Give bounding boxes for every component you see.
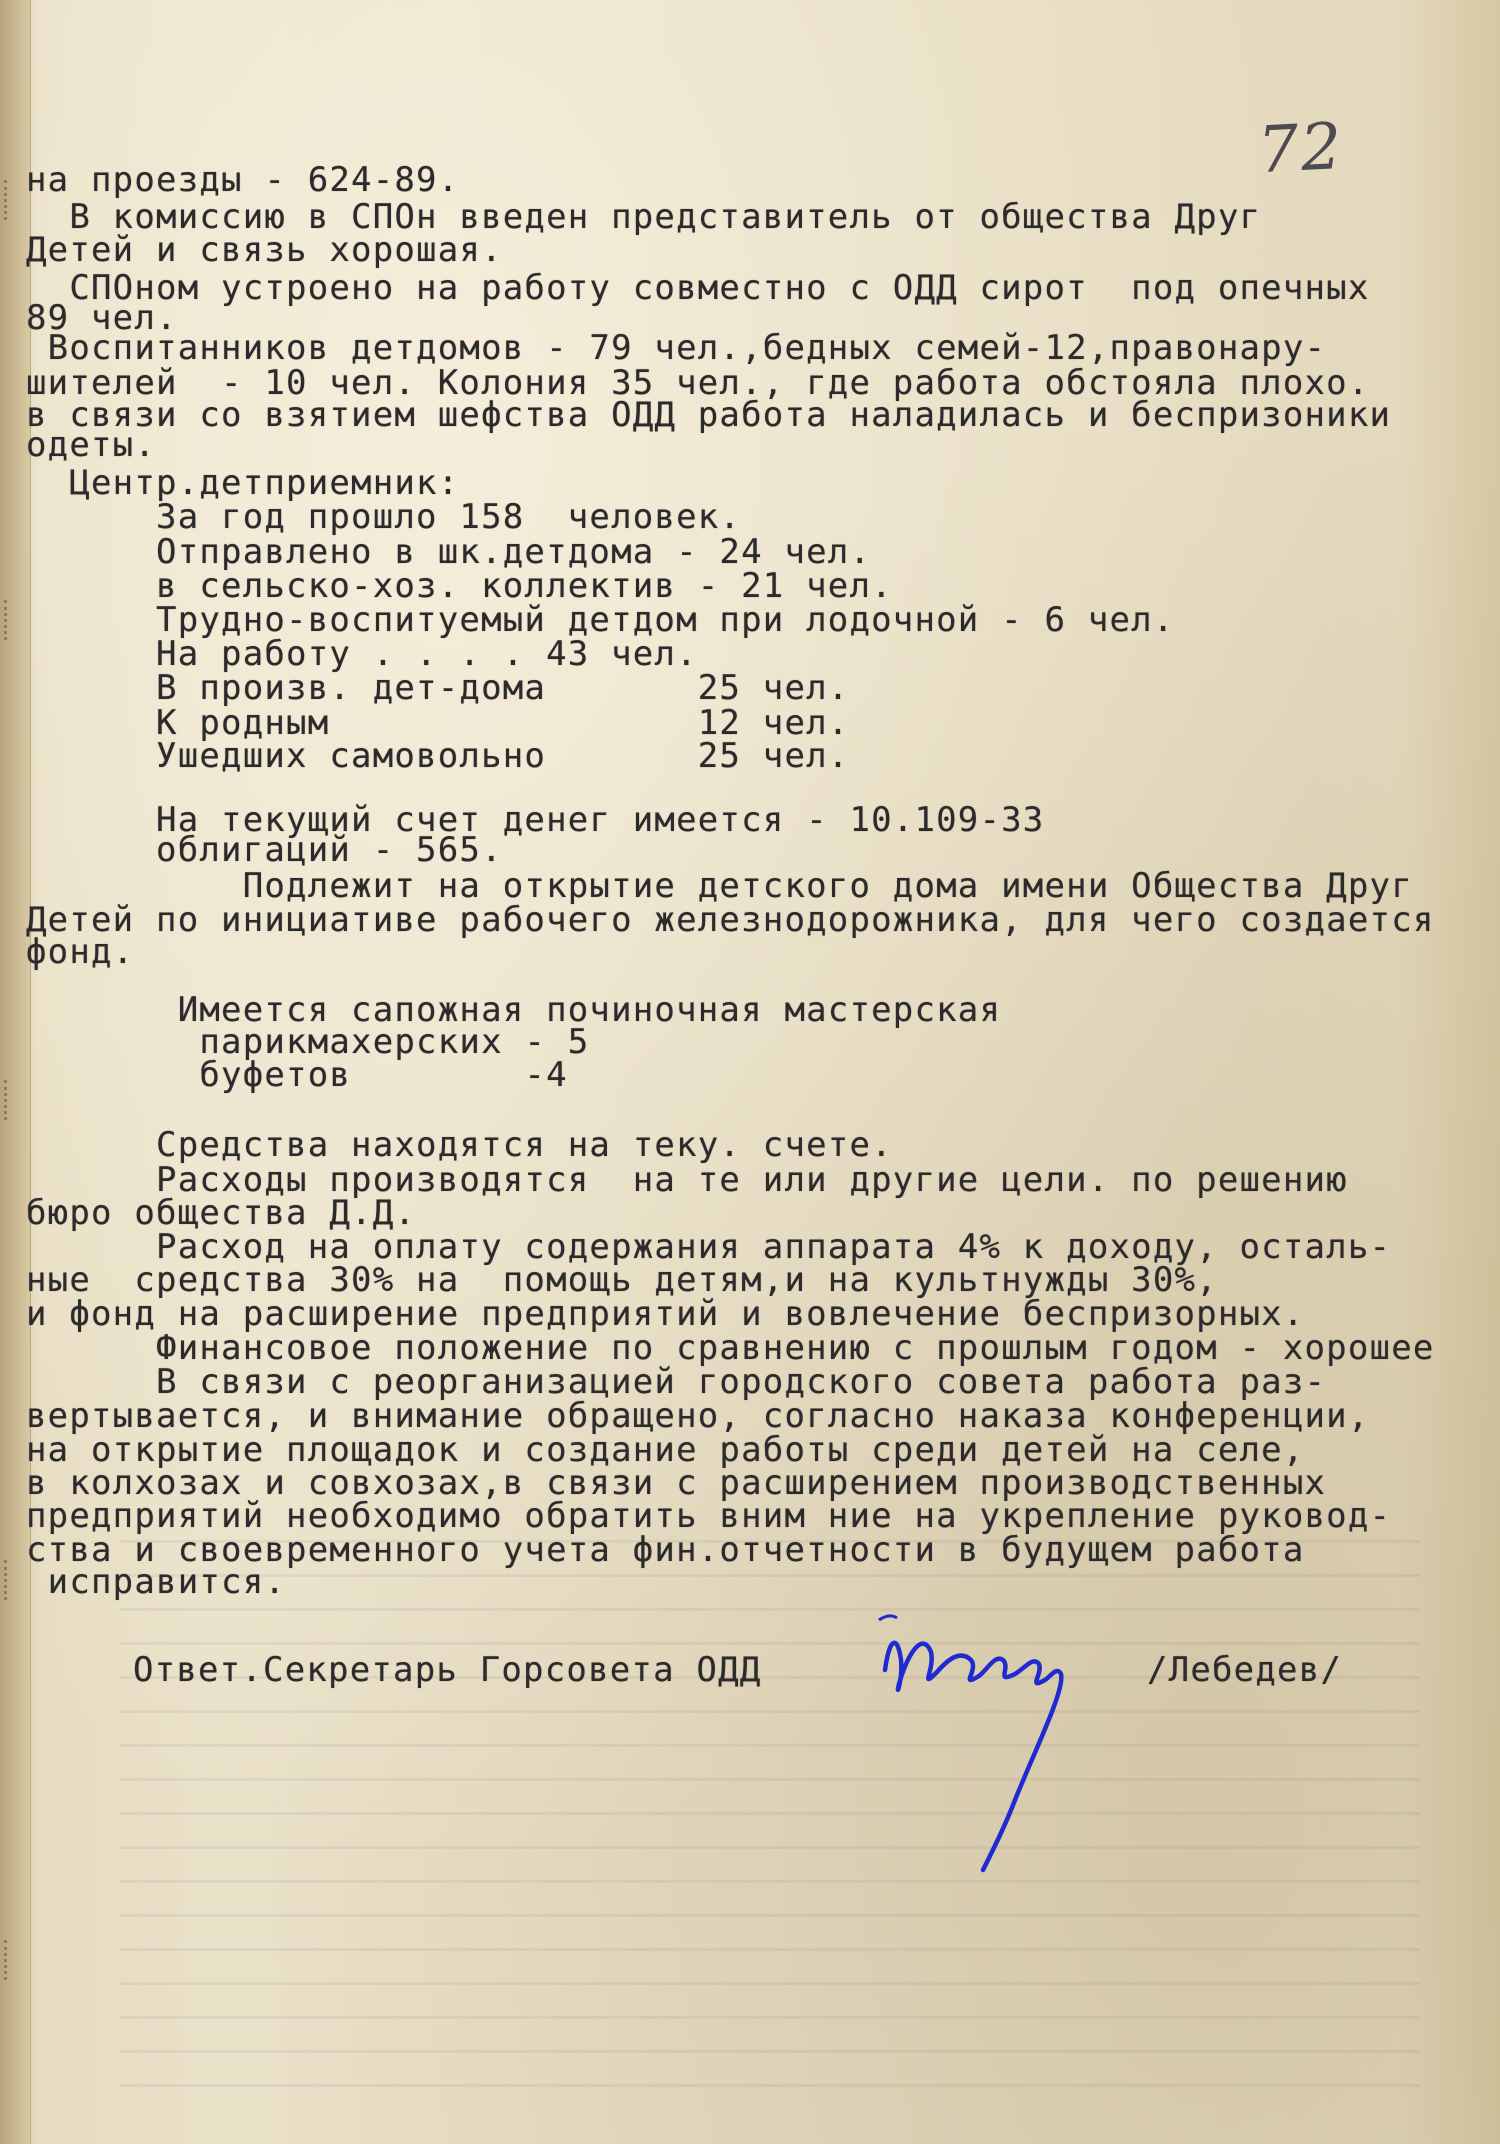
text-line: На текущий счет денег имеется - 10.109-33: [26, 800, 1045, 840]
text-line: Детей по инициативе рабочего железнодорожника, для чего создается: [26, 900, 1435, 940]
text-line: Расход на оплату содержания аппарата 4% к доходу, осталь-: [26, 1227, 1392, 1267]
text-line: парикмахерских - 5: [26, 1022, 590, 1062]
text-line: ства и своевременного учета фин.отчетности в будущем работа: [26, 1530, 1305, 1570]
text-line: на открытие площадок и создание работы среди детей на селе,: [26, 1430, 1305, 1470]
text-line: исправится.: [26, 1562, 287, 1602]
text-line: В комиссию в СПОн введен представитель от общества Друг: [26, 197, 1262, 237]
text-line: Отправлено в шк.детдома - 24 чел.: [26, 532, 872, 572]
text-line: Ушедших самовольно 25 чел.: [26, 736, 850, 776]
text-line: буфетов -4: [26, 1055, 568, 1095]
text-line: СПОном устроено на работу совместно с ОДД сирот под опечных: [26, 268, 1370, 308]
text-line: ные средства 30% на помощь детям,и на культнужды 30%,: [26, 1260, 1218, 1300]
binding-stitch: [4, 1940, 17, 1980]
text-line: На работу . . . . 43 чел.: [26, 634, 698, 674]
text-line: облигаций - 565.: [26, 830, 503, 870]
binding-stitch: [4, 1560, 17, 1600]
text-line: В произв. дет-дома 25 чел.: [26, 668, 850, 708]
text-line: одеты.: [26, 425, 157, 465]
text-line: вертывается, и внимание обращено, согласно наказа конференции,: [26, 1396, 1370, 1436]
handwritten-signature: [875, 1580, 1175, 1880]
text-line: бюро общества Д.Д.: [26, 1193, 417, 1233]
text-line: в связи со взятием шефства ОДД работа наладилась и беспризоники: [26, 395, 1392, 435]
binding-stitch: [4, 600, 17, 640]
signatory-name: /Лебедев/: [1147, 1650, 1343, 1690]
text-line: Воспитанников детдомов - 79 чел.,бедных семей-12,правонару-: [26, 328, 1327, 368]
text-line: Подлежит на открытие детского дома имени Общества Друг: [26, 866, 1413, 906]
text-line: предприятий необходимо обратить вним ние на укрепление руковод-: [26, 1496, 1392, 1536]
bleed-through-text: [120, 1540, 1420, 2100]
text-line: Расходы производятся на те или другие цели. по решению: [26, 1160, 1348, 1200]
text-line: Детей и связь хорошая.: [26, 230, 503, 270]
text-line: За год прошло 158 человек.: [26, 497, 742, 537]
binding-stitch: [4, 180, 17, 220]
text-line: Центр.детприемник:: [26, 463, 460, 503]
text-line: на проезды - 624-89.: [26, 160, 460, 200]
signature-flourish: [879, 1616, 897, 1620]
text-line: Имеется сапожная починочная мастерская: [26, 990, 1002, 1030]
signature-stroke: [885, 1643, 1061, 1870]
binding-stitch: [4, 1080, 17, 1120]
text-line: Средства находятся на теку. счете.: [26, 1125, 893, 1165]
text-line: Трудно-воспитуемый детдом при лодочной - 6 чел.: [26, 600, 1175, 640]
text-line: Финансовое положение по сравнению с прошлым годом - хорошее: [26, 1328, 1435, 1368]
text-line: и фонд на расширение предприятий и вовлечение беспризорных.: [26, 1294, 1305, 1334]
text-line: в сельско-хоз. коллектив - 21 чел.: [26, 566, 893, 606]
text-line: К родным 12 чел.: [26, 703, 850, 743]
text-line: в колхозах и совхозах,в связи с расширением производственных: [26, 1463, 1327, 1503]
text-line: шителей - 10 чел. Колония 35 чел., где работа обстояла плохо.: [26, 363, 1370, 403]
text-line: 89 чел.: [26, 298, 178, 338]
signature-title: Ответ.Секретарь Горсовета ОДД: [133, 1650, 762, 1690]
text-line: В связи с реорганизацией городского совета работа раз-: [26, 1362, 1327, 1402]
text-line: фонд.: [26, 932, 135, 972]
page-number: 72: [1256, 109, 1346, 189]
